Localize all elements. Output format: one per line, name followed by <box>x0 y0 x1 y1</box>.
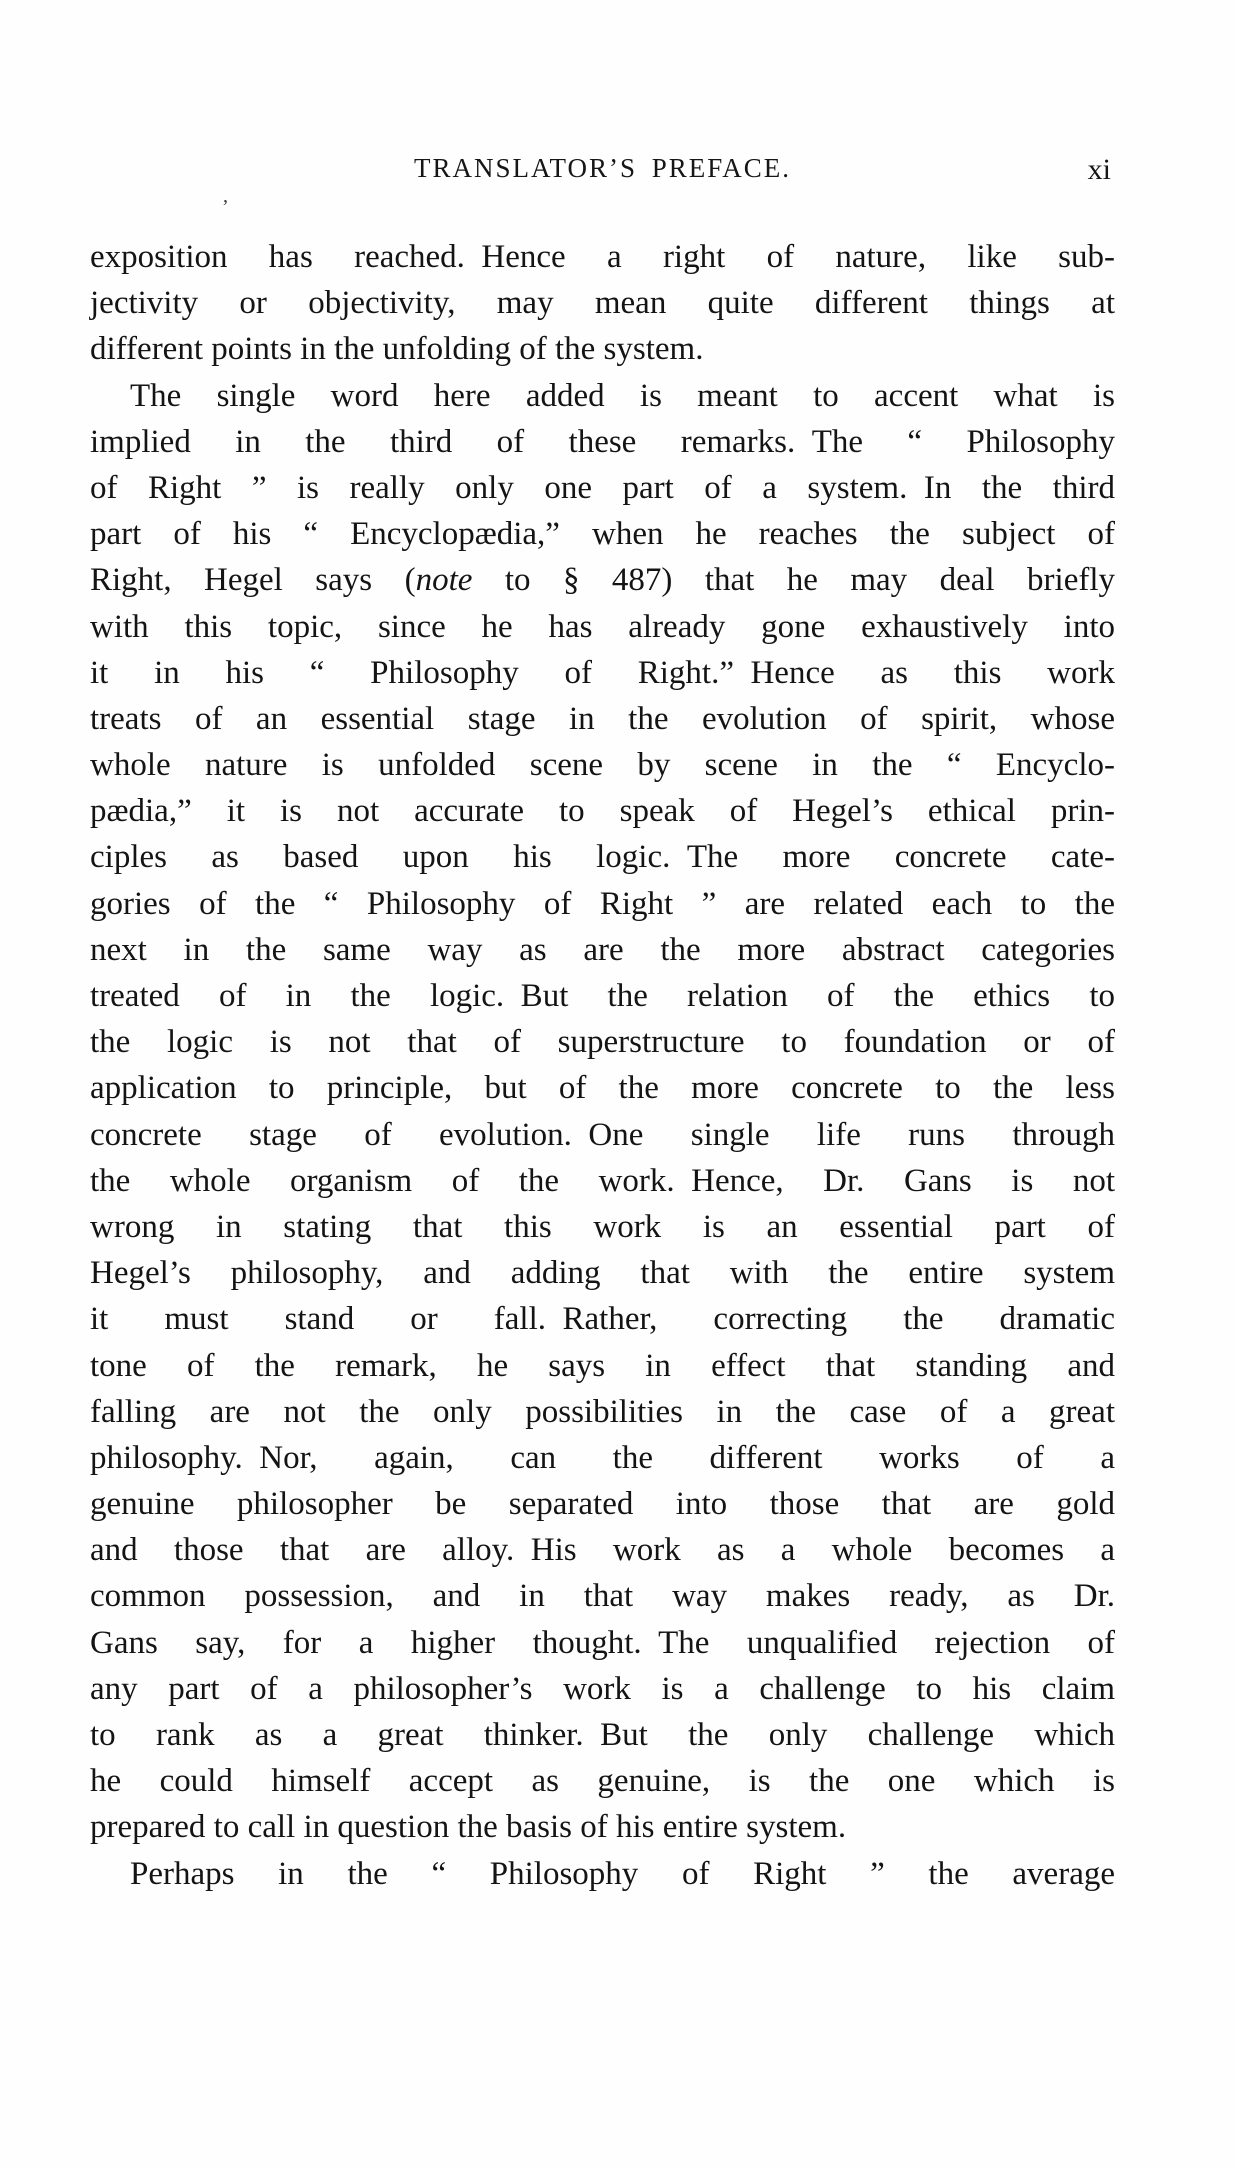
text-segment: and those that are alloy. His work as a whole becomes a <box>90 1532 1115 1569</box>
text-segment: Right, Hegel says ( <box>90 562 416 599</box>
text-segment: pædia,” it is not accurate to speak of Hegel’s ethical prin- <box>90 793 1115 830</box>
text-line <box>90 1620 1115 1666</box>
text-segment: tone of the remark, he says in effect that standing and <box>90 1347 1115 1384</box>
text-line <box>90 373 1115 419</box>
text-segment: application to principle, but of the more concrete to the less <box>90 1070 1115 1107</box>
text-segment: ciples as based upon his logic. The more concrete cate- <box>90 839 1115 876</box>
text-segment: to § 487) that he may deal briefly <box>472 562 1115 599</box>
text-line <box>90 1204 1115 1250</box>
text-segment: Gans say, for a higher thought. The unqualified rejection of <box>90 1624 1115 1661</box>
text-line <box>90 973 1115 1019</box>
text-line <box>90 604 1115 650</box>
text-line <box>90 1851 1115 1897</box>
text-line <box>90 326 1115 372</box>
text-line <box>90 419 1115 465</box>
text-line <box>90 1250 1115 1296</box>
text-segment: philosophy. Nor, again, can the different works of a <box>90 1439 1115 1476</box>
text-segment: he could himself accept as genuine, is the one which is <box>90 1763 1115 1800</box>
text-segment: Hegel’s philosophy, and adding that with the entire system <box>90 1255 1115 1292</box>
text-line <box>90 1527 1115 1573</box>
running-head-title: TRANSLATOR’S PREFACE. <box>413 153 792 183</box>
text-segment: treats of an essential stage in the evolution of spirit, whose <box>90 700 1115 737</box>
text-line <box>90 280 1115 326</box>
text-line <box>90 881 1115 927</box>
text-segment: the logic is not that of superstructure to foundation or of <box>90 1024 1115 1061</box>
text-segment: common possession, and in that way makes ready, as Dr. <box>90 1578 1115 1615</box>
text-segment: treated of in the logic. But the relation of the ethics to <box>90 978 1115 1014</box>
text-line <box>90 557 1115 603</box>
text-segment: gories of the “ Philosophy of Right ” are related each to the <box>90 885 1115 922</box>
italic-text: note <box>415 562 473 599</box>
text-line <box>90 927 1115 973</box>
text-line <box>90 1481 1115 1527</box>
text-segment: implied in the third of these remarks. The “ Philosophy <box>90 423 1115 460</box>
text-segment: falling are not the only possibilities in the case of a great <box>90 1393 1115 1430</box>
text-line <box>90 1158 1115 1204</box>
text-line <box>90 234 1115 280</box>
text-segment: to rank as a great thinker. But the only challenge which <box>90 1717 1115 1753</box>
text-line <box>90 696 1115 742</box>
text-line <box>90 1296 1115 1342</box>
text-segment: jectivity or objectivity, may mean quite different things at <box>90 285 1115 322</box>
text-segment: different points in the unfolding of the system. <box>90 331 704 368</box>
text-line <box>90 742 1115 788</box>
text-segment: part of his “ Encyclopædia,” when he reaches the subject of <box>90 516 1115 553</box>
text-segment: it must stand or fall. Rather, correcting the dramatic <box>90 1301 1115 1338</box>
text-line <box>90 1435 1115 1481</box>
text-segment: concrete stage of evolution. One single life runs through <box>90 1116 1115 1153</box>
text-segment: with this topic, since he has already gone exhaustively into <box>90 608 1115 645</box>
text-segment: whole nature is unfolded scene by scene in the “ Encyclo- <box>90 747 1115 784</box>
page-header <box>90 150 1115 190</box>
text-line <box>90 1112 1115 1158</box>
text-segment: wrong in stating that this work is an essential part of <box>90 1208 1115 1245</box>
text-segment: The single word here added is meant to accent what is <box>130 377 1115 414</box>
page-number: xi <box>1087 153 1111 186</box>
text-line <box>90 511 1115 557</box>
text-line <box>90 834 1115 880</box>
text-line <box>90 1389 1115 1435</box>
body-text <box>90 234 1115 1897</box>
text-line <box>90 1343 1115 1389</box>
text-segment: it in his “ Philosophy of Right.” Hence as this work <box>90 654 1115 691</box>
text-segment: next in the same way as are the more abstract categories <box>90 931 1115 968</box>
text-line <box>90 1019 1115 1065</box>
text-line <box>90 650 1115 696</box>
text-segment: of Right ” is really only one part of a system. In the third <box>90 469 1115 506</box>
text-line <box>90 1804 1115 1850</box>
text-line <box>90 1758 1115 1804</box>
text-line <box>90 1666 1115 1712</box>
text-segment: the whole organism of the work. Hence, Dr. Gans is not <box>90 1162 1115 1199</box>
text-segment: genuine philosopher be separated into those that are gold <box>90 1486 1115 1523</box>
text-segment: exposition has reached. Hence a right of nature, like sub- <box>90 239 1115 275</box>
scan-artifact-mark: ’ <box>222 196 229 218</box>
text-segment: Perhaps in the “ Philosophy of Right ” the average <box>130 1855 1115 1892</box>
text-segment: prepared to call in question the basis of his entire system. <box>90 1809 847 1846</box>
text-line <box>90 465 1115 511</box>
text-line <box>90 1573 1115 1619</box>
text-line <box>90 1065 1115 1111</box>
text-line <box>90 1712 1115 1758</box>
text-segment: any part of a philosopher’s work is a challenge to his claim <box>90 1670 1115 1707</box>
text-line <box>90 788 1115 834</box>
